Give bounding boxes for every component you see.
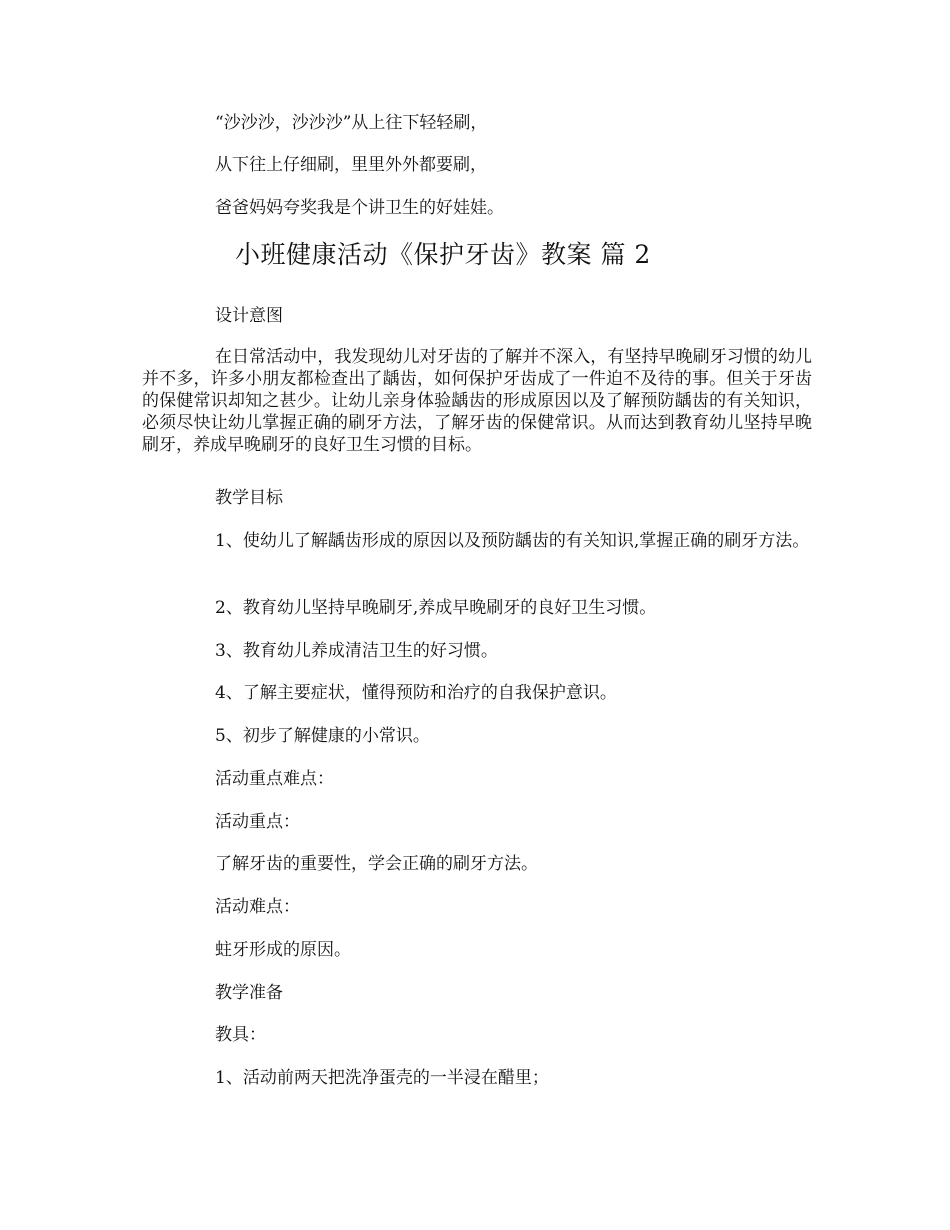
key-difficult-title: 活动重点难点： [215,769,334,789]
goals-title: 教学目标 [215,488,283,508]
goal-item-2: 2、教育幼儿坚持早晚刷牙,养成早晚刷牙的良好卫生习惯。 [215,598,657,618]
key-title: 活动重点： [215,812,300,832]
design-title: 设计意图 [215,306,283,326]
section-heading: 小班健康活动《保护牙齿》教案 篇 2 [235,240,651,269]
goal-item-5: 5、初步了解健康的小常识。 [215,726,430,746]
poem-line-2: 从下往上仔细刷，里里外外都要刷， [215,155,487,175]
difficult-text: 蛀牙形成的原因。 [215,940,351,960]
goal-item-1: 1、使幼儿了解龋齿形成的原因以及预防龋齿的有关知识,掌握正确的刷牙方法。 [215,531,810,551]
poem-line-1: “沙沙沙，沙沙沙”从上往下轻轻刷， [215,113,488,133]
prep-item-1: 1、活动前两天把洗净蛋壳的一半浸在醋里； [215,1068,549,1088]
prep-title: 教学准备 [215,983,283,1003]
poem-line-3: 爸爸妈妈夸奖我是个讲卫生的好娃娃。 [215,198,504,218]
goal-item-3: 3、教育幼儿养成清洁卫生的好习惯。 [215,641,498,661]
key-text: 了解牙齿的重要性，学会正确的刷牙方法。 [215,854,538,874]
design-paragraph: 在日常活动中，我发现幼儿对牙齿的了解并不深入，有坚持早晚刷牙习惯的幼儿并不多，许多小朋友都检查出了龋齿，如何保护牙齿成了一件迫不及待的事。但关于牙齿的保健常识却知之甚少。让幼儿亲身体验龋齿的形成原因以及了解预防龋齿的有关知识，必须尽快让幼儿掌握正确的刷牙方法，了解牙齿的保健常识。从而达到教育幼儿坚持早晚刷牙，养成早晚刷牙的良好卫生习惯的目标。 [142,347,812,455]
tools-title: 教具： [215,1025,266,1045]
difficult-title: 活动难点： [215,897,300,917]
goal-item-4: 4、了解主要症状，懂得预防和治疗的自我保护意识。 [215,683,617,703]
